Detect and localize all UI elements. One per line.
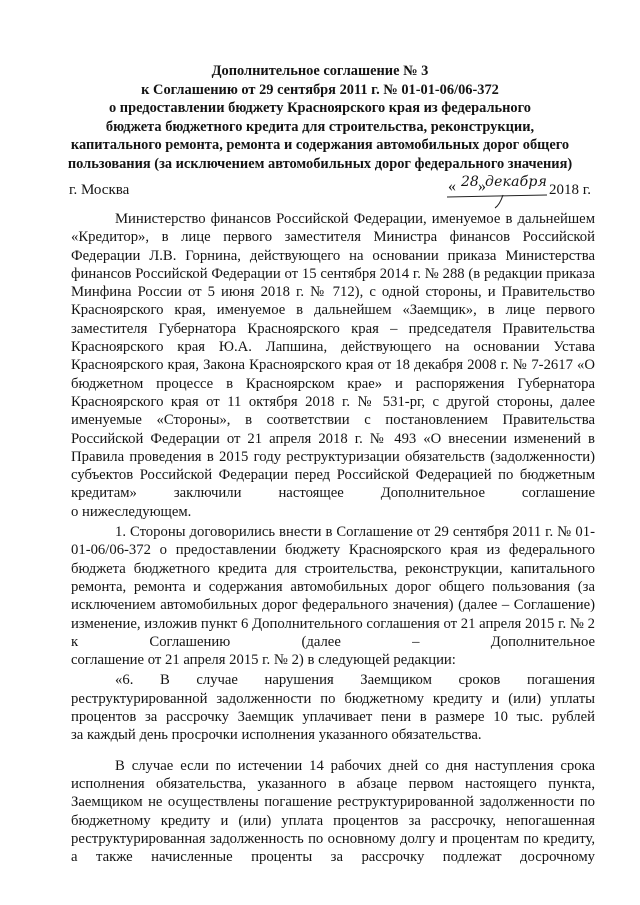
title-line-1: Дополнительное соглашение № 3 (211, 63, 429, 79)
date-close-quote: » (478, 178, 486, 195)
date-year: 2018 г. (549, 182, 591, 198)
date-open-quote: « (448, 178, 456, 195)
date-month-handwritten: декабря (485, 174, 548, 190)
date-underline-stroke (443, 173, 551, 209)
document-body (71, 210, 595, 866)
paragraph-clause-1-end: соглашение от 21 апреля 2015 г. № 2) в следующей редакции: (71, 652, 456, 669)
paragraph-clause-6: «6. В случае нарушения Заемщиком сроков погашения реструктурированной задолженности по бюджетному кредиту и (или) уплаты процентов за рассрочку Заемщик уплачивает пени в размере 10 тыс. рублей (71, 672, 595, 726)
paragraph-parties: Министерство финансов Российской Федерации, именуемое в дальнейшем «Кредитор», в лице первого заместителя Министра финансов Российской Федерации Л.В. Горнина, действующего на основании приказа Министерства финансов Российской Федерации от 15 сентября 2014 г. № 288 (в редакции приказа Минфина России от 5 июня 2018 г. № 712), с одной стороны, и Правительство Красноярского края, именуемое в дальнейшем «Заемщик», в лице первого заместителя Губернатора Красноярского края – председателя Правительства Красноярского края Ю.А. Лапшина, действующего на основании Устава Красноярского края, Закона Красноярского края от 18 декабря 2008 г. № 7-2617 «О бюджетном процессе в Красноярском крае» и распоряжения Губернатора Красноярского края от 11 октября 2018 г. № 531-рг, с другой стороны, далее именуемые «Стороны», в соответствии с постановлением Правительства Российской Федерации от 21 апреля 2018 г. № 493 «О внесении изменений в Правила проведения в 2015 году реструктуризации обязательств (задолженности) субъектов Российской Федерации перед Российской Федерацией по бюджетным кредитам» заключили настоящее Дополнительное соглашение (71, 211, 595, 502)
paragraph-clause-1: 1. Стороны договорились внести в Соглашение от 29 сентября 2011 г. № 01-01-06/06-372 о предоставлении бюджету Красноярского края из федерального бюджета бюджетного кредита для строительства, реконструкции, капитального ремонта, ремонта и содержания автомобильных дорог общего пользования (за исключением автомобильных дорог федерального значения) (далее – Соглашение) изменение, изложив пункт 6 Дополнительного соглашения от 21 апреля 2015 г. № 2 к Соглашению (далее – Дополнительное (71, 524, 595, 650)
paragraph-clause-6-end: за каждый день просрочки исполнения указанного обязательства. (71, 727, 482, 744)
signing-date (441, 173, 591, 209)
title-line-4: бюджета бюджетного кредита для строительства, реконструкции, (105, 118, 535, 135)
title-line-3: о предоставлении бюджету Красноярского края из федерального (109, 100, 531, 117)
title-line-5: капитального ремонта, ремонта и содержания автомобильных дорог общего (70, 137, 570, 154)
paragraph-parties-end: о нижеследующем. (71, 503, 192, 520)
paragraph-early-repayment: В случае если по истечении 14 рабочих дней со дня наступления срока исполнения обязательства, указанного в абзаце первом настоящего пункта, Заемщиком не осуществлены погашение реструктурированной задолженности по бюджетному кредиту и (или) уплата процентов за рассрочку, непогашенная реструктурированная задолженность по основному долгу и процентам по кредиту, а также начисленные проценты за рассрочку подлежат досрочному (71, 757, 595, 866)
title-line-6: пользования (за исключением автомобильных дорог федерального значения) (67, 155, 573, 172)
place-date-row (69, 174, 591, 205)
title-line-2: к Соглашению от 29 сентября 2011 г. № 01-01-06/06-372 (141, 81, 499, 98)
date-day-handwritten: 28 (461, 174, 479, 190)
city-label: г. Москва (69, 182, 130, 198)
document-title (40, 62, 600, 174)
